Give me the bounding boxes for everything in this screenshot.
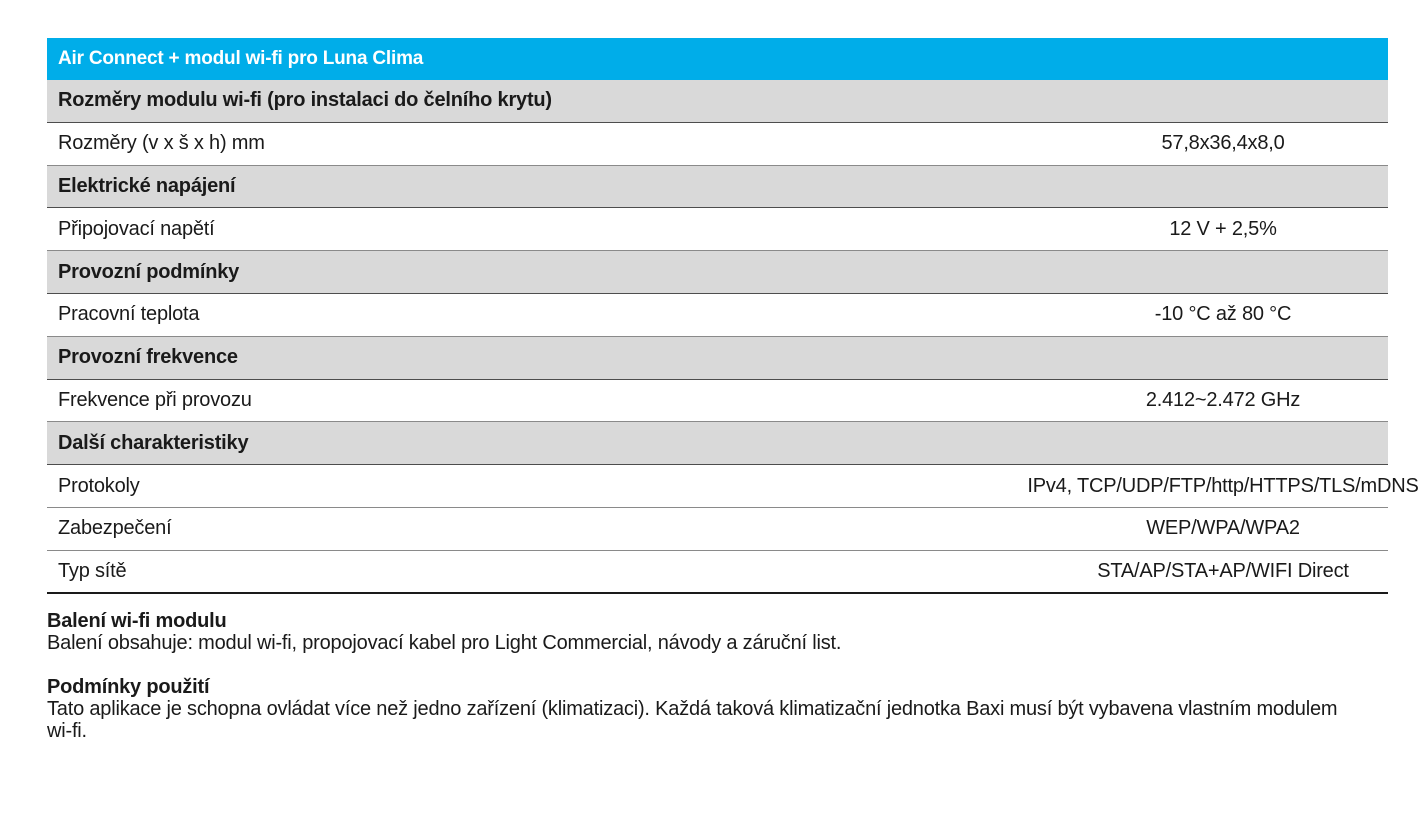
row-label: Zabezpečení	[58, 517, 172, 540]
row-label: Protokoly	[58, 474, 140, 497]
row-value: IPv4, TCP/UDP/FTP/http/HTTPS/TLS/mDNS	[1027, 474, 1419, 497]
section-heading: Další charakteristiky	[58, 431, 249, 454]
section-heading: Provozní podmínky	[58, 260, 240, 283]
row-value: 12 V + 2,5%	[1169, 217, 1277, 240]
row-label: Frekvence při provozu	[58, 388, 252, 411]
section-heading: Elektrické napájení	[58, 174, 236, 197]
table-row	[47, 551, 1388, 594]
conditions-heading: Podmínky použití	[47, 676, 210, 698]
packaging-note	[47, 610, 1367, 654]
packaging-heading: Balení wi-fi modulu	[47, 610, 227, 632]
table-row	[47, 208, 1388, 251]
row-label: Pracovní teplota	[58, 303, 200, 326]
table-row	[47, 294, 1388, 337]
table-title	[47, 38, 1388, 80]
row-value: STA/AP/STA+AP/WIFI Direct	[1097, 559, 1349, 582]
row-label: Připojovací napětí	[58, 217, 215, 240]
row-value: 57,8x36,4x8,0	[1161, 132, 1285, 155]
conditions-note	[47, 676, 1367, 742]
section-header-operating-conditions	[47, 251, 1388, 294]
row-value: -10 °C až 80 °C	[1154, 303, 1292, 326]
conditions-text: Tato aplikace je schopna ovládat více než jedno zařízení (klimatizaci). Každá taková klimatizační jednotka Baxi musí být vybavena vlastním modulem wi-fi.	[47, 698, 1338, 742]
section-header-other	[47, 422, 1388, 465]
row-value: WEP/WPA/WPA2	[1146, 517, 1300, 540]
section-heading: Rozměry modulu wi-fi (pro instalaci do čelního krytu)	[58, 89, 552, 112]
table-row	[47, 380, 1388, 423]
table-row	[47, 508, 1388, 551]
section-header-frequency	[47, 337, 1388, 380]
spec-table	[47, 38, 1419, 594]
table-title-text: Air Connect + modul wi-fi pro Luna Clima	[58, 48, 424, 69]
table-row	[47, 465, 1419, 508]
row-value: 2.412~2.472 GHz	[1145, 388, 1301, 411]
section-header-power	[47, 166, 1388, 209]
section-header-dimensions	[47, 80, 1388, 123]
row-label: Typ sítě	[58, 559, 127, 582]
row-label: Rozměry (v x š x h) mm	[58, 132, 265, 155]
table-row	[47, 123, 1388, 166]
notes	[47, 610, 1367, 764]
packaging-text: Balení obsahuje: modul wi-fi, propojovací kabel pro Light Commercial, návody a záruční list.	[47, 632, 842, 654]
section-heading: Provozní frekvence	[58, 346, 238, 369]
